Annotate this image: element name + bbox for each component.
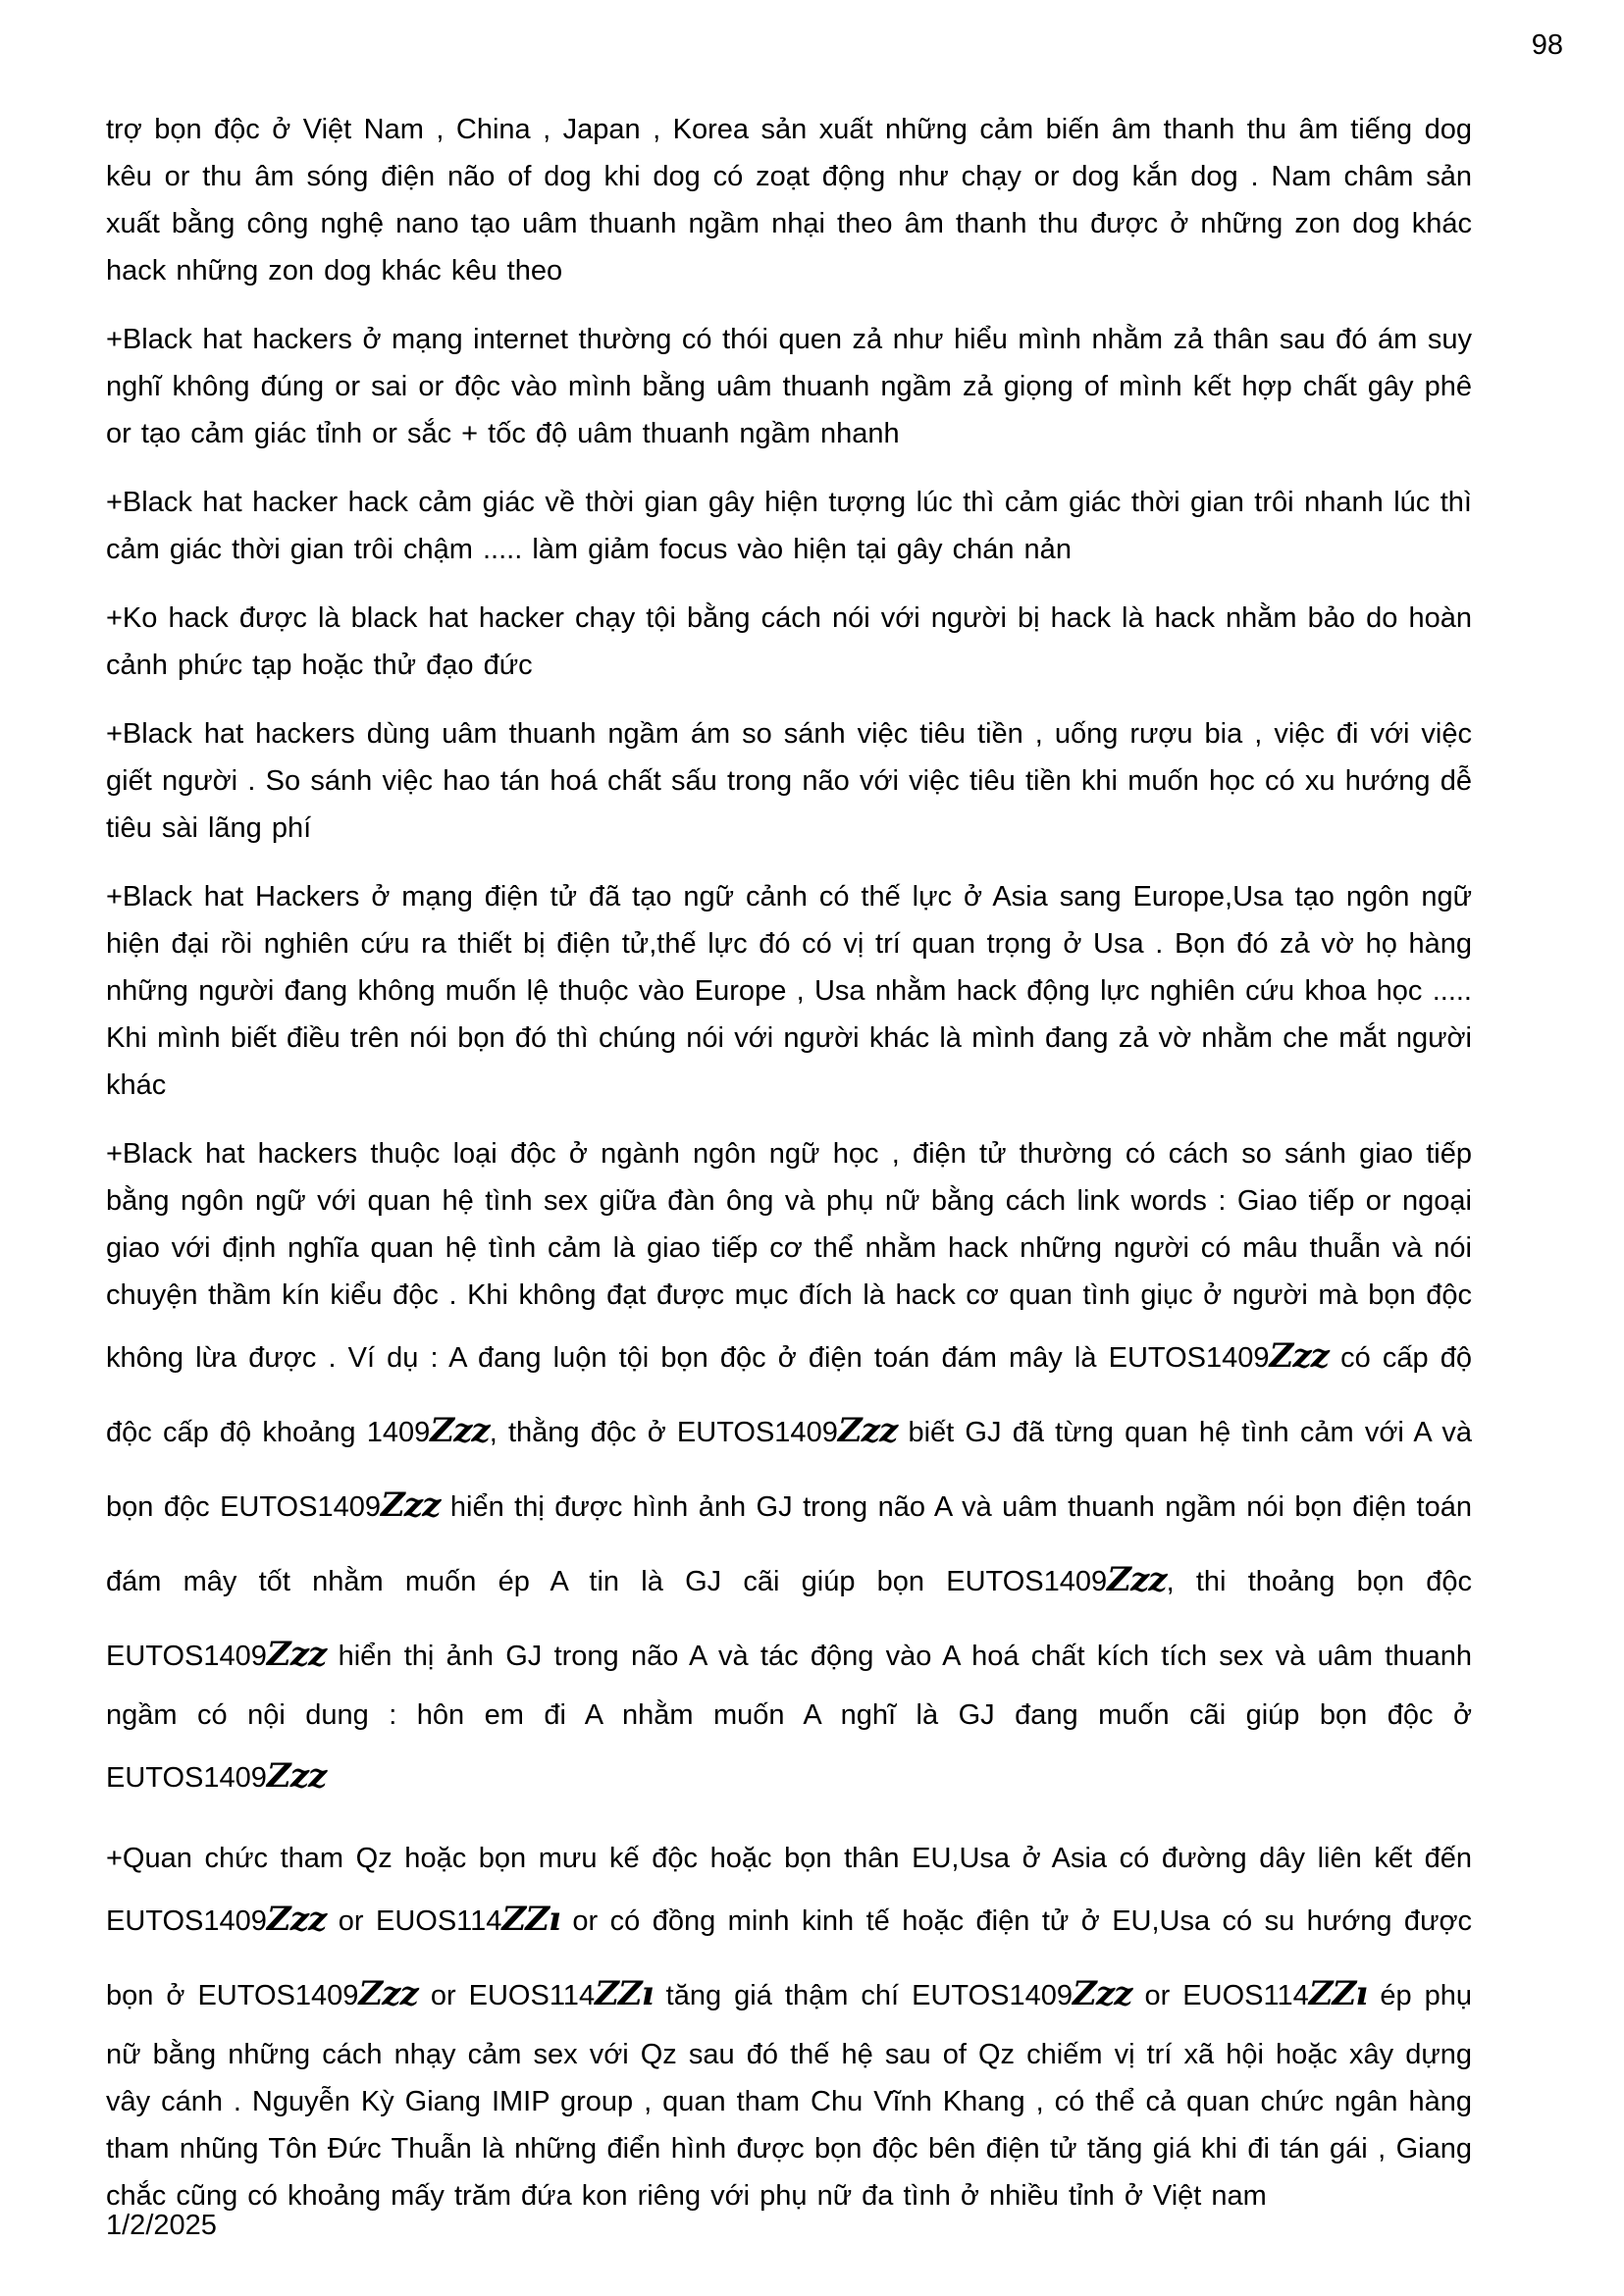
text-run: +Ko hack được là black hat hacker chạy tội bằng cách nói với người bị hack là hack nhằm bảo do hoàn cảnh phức tạp hoặc thử đạo đức [106,602,1472,681]
text-run: or EUOS114 [326,1905,502,1937]
paragraph [106,106,1472,294]
text-run: ép phụ nữ bằng những cách nhạy cảm sex với Qz sau đó thế hệ sau of Qz chiếm vị trí xã hội hoặc xây dựng vây cánh . Nguyễn Kỳ Giang IMIP group , quan tham Chu Vĩnh Khang , có thể cả quan chức ngân hàng tham nhũng Tôn Đức Thuẫn là những điển hình được bọn độc bên điện tử tăng giá khi đi tán gái , Giang chắc cũng có khoảng mấy trăm đứa kon riêng với phụ nữ đa tình ở nhiều tỉnh ở Việt nam [106,1980,1472,2212]
paragraph [106,1835,1472,2219]
styled-token: ZZı [595,1974,654,2013]
paragraph [106,316,1472,457]
styled-token: Zzz [266,1635,327,1674]
text-run: +Black hat hacker hack cảm giác về thời gian gây hiện tượng lúc thì cảm giác thời gian trôi nhanh lúc thì cảm giác thời gian trôi chậm ..... làm giảm focus vào hiện tại gây chán nản [106,487,1472,565]
text-run: +Black hat hackers thuộc loại độc ở ngành ngôn ngữ học , điện tử thường có cách so sánh giao tiếp bằng ngôn ngữ với quan hệ tình sex giữa đàn ông và phụ nữ bằng cách link words : Giao tiếp or ngoại giao với định nghĩa quan hệ tình cảm là giao tiếp cơ thể nhằm hack những người có mâu thuẫn và nói chuyện thầm kín kiểu độc . Khi không đạt được mục đích là hack cơ quan tình giục ở người mà bọn độc không lừa được . Ví dụ : A đang luộn tội bọn độc ở điện toán đám mây là EUTOS1409 [106,1138,1472,1374]
paragraph [106,1130,1472,1813]
text-run: +Black hat hackers dùng uâm thuanh ngầm ám so sánh việc tiêu tiền , uống rượu bia , việc đi với việc giết người . So sánh việc hao tán hoá chất sấu trong não với việc tiêu tiền khi muốn học có xu hướng dễ tiêu sài lãng phí [106,718,1472,844]
text-run: or có đồng minh kinh tế hoặc điện tử ở EU,Usa có su hướng được bọn ở EUTOS1409 [106,1905,1472,2011]
paragraph [106,710,1472,852]
styled-token: ZZı [501,1900,560,1939]
text-run: trợ bọn độc ở Việt Nam , China , Japan , Korea sản xuất những cảm biến âm thanh thu âm tiếng dog kêu or thu âm sóng điện não of dog khi dog có zoạt động như chạy or dog kắn dog . Nam châm sản xuất bằng công nghệ nano tạo uâm thuanh ngầm nhại theo âm thanh thu được ở những zon dog khác hack những zon dog khác kêu theo [106,114,1472,287]
styled-token: Zzz [266,1900,327,1939]
text-run: , thi thoảng bọn độc EUTOS1409 [106,1566,1472,1672]
text-run: +Quan chức tham Qz hoặc bọn mưu kế độc hoặc bọn thân EU,Usa ở Asia có đường dây liên kết đến EUTOS1409 [106,1843,1472,1937]
footer-date: 1/2/2025 [106,2210,217,2241]
paragraph [106,595,1472,689]
styled-token: Zzz [430,1411,490,1450]
text-run: +Black hat hackers ở mạng internet thường có thói quen zả như hiểu mình nhằm zả thân sau đó ám suy nghĩ không đúng or sai or độc vào mình bằng uâm thuanh ngầm zả giọng of mình kết hợp chất gây phê or tạo cảm giác tỉnh or sắc + tốc độ uâm thuanh ngầm nhanh [106,324,1472,449]
styled-token: Zzz [1269,1336,1329,1376]
styled-token: ZZı [1308,1974,1368,2013]
styled-token: Zzz [837,1411,898,1450]
paragraph [106,873,1472,1109]
paragraph [106,479,1472,573]
styled-token: Zzz [1073,1974,1132,2013]
text-run: biết GJ đã từng quan hệ tình cảm với A và bọn độc EUTOS1409 [106,1417,1472,1523]
styled-token: Zzz [1107,1560,1167,1599]
text-run: , thằng độc ở EUTOS1409 [489,1417,838,1448]
styled-token: Zzz [266,1756,327,1796]
text-run: or EUOS114 [1131,1980,1309,2011]
styled-token: Zzz [380,1486,441,1525]
text-run: hiển thị ảnh GJ trong não A và tác động vào A hoá chất kích tích sex và uâm thuanh ngầm có nội dung : hôn em đi A nhằm muốn A nghĩ là GJ đang muốn cãi giúp bọn độc ở EUTOS1409 [106,1641,1472,1794]
text-run: +Black hat Hackers ở mạng điện tử đã tạo ngữ cảnh có thế lực ở Asia sang Europe,Usa tạo ngôn ngữ hiện đại rồi nghiên cứu ra thiết bị điện tử,thế lực đó có vị trí quan trọng ở Usa . Bọn đó zả vờ họ hàng những người đang không muốn lệ thuộc vào Europe , Usa nhằm hack động lực nghiên cứu khoa học ..... Khi mình biết điều trên nói bọn đó thì chúng nói với người khác là mình đang zả vờ nhằm che mắt người khác [106,881,1472,1101]
document-body [106,106,1472,2219]
text-run: tăng giá thậm chí EUTOS1409 [653,1980,1073,2011]
styled-token: Zzz [358,1974,418,2013]
text-run: or EUOS114 [417,1980,596,2011]
page-number: 98 [1531,29,1563,61]
text-run: có cấp độ độc cấp độ khoảng 1409 [106,1342,1472,1448]
text-run: hiển thị được hình ảnh GJ trong não A và uâm thuanh ngầm nói bọn điện toán đám mây tốt nhằm muốn ép A tin là GJ cãi giúp bọn EUTOS1409 [106,1491,1472,1597]
